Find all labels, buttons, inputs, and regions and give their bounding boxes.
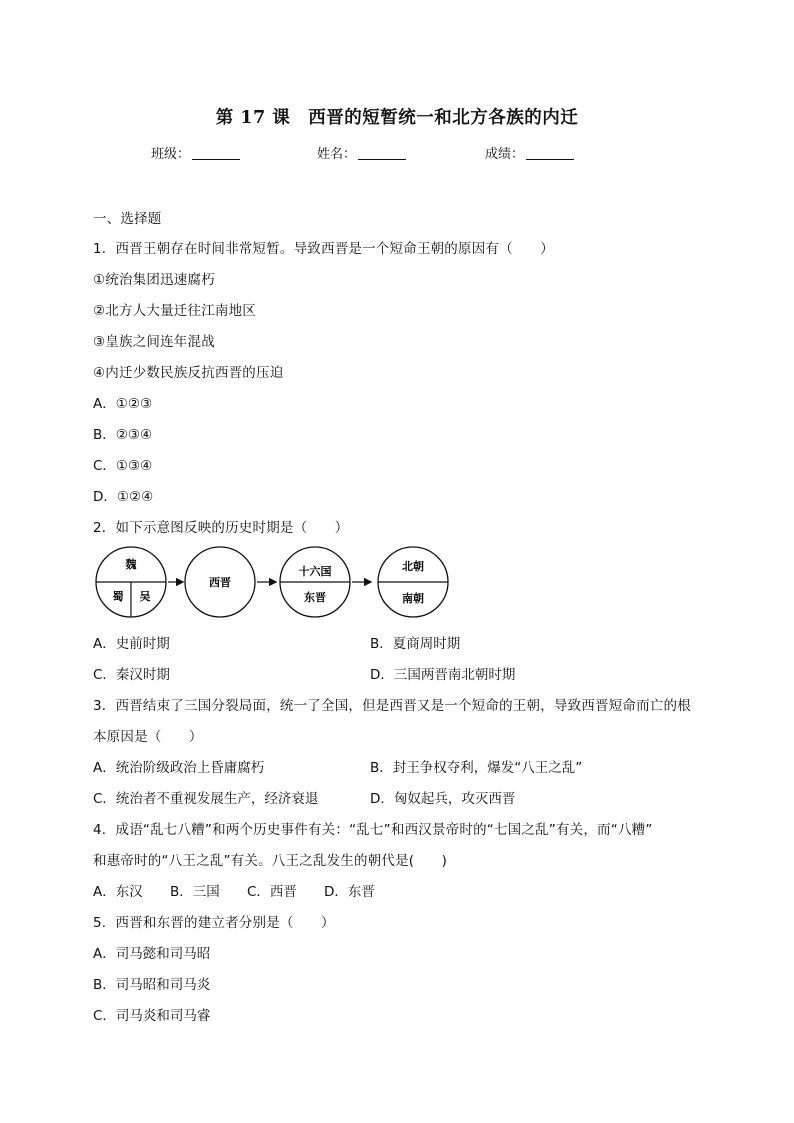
label-southern-dynasties: 南朝 (402, 592, 424, 605)
class-blank[interactable] (192, 147, 240, 160)
q2-option-a[interactable]: A．史前时期 (93, 636, 170, 652)
q2-option-d[interactable]: D．三国两晋南北朝时期 (370, 667, 516, 683)
section-heading: 一、选择题 (93, 211, 162, 227)
circle-western-jin (185, 547, 255, 617)
q5-option-c[interactable]: C．司马炎和司马睿 (93, 1008, 211, 1024)
circle-three-kingdoms (96, 547, 166, 617)
q3-option-b[interactable]: B．封王争权夺利，爆发“八王之乱” (370, 760, 583, 776)
name-blank[interactable] (358, 147, 406, 160)
q1-item-1: ①统治集团迅速腐朽 (93, 272, 215, 288)
label-wu: 吴 (139, 590, 151, 603)
q5-option-b[interactable]: B．司马昭和司马炎 (93, 977, 211, 993)
q4-option-c[interactable]: C．西晋 (247, 884, 297, 900)
q1-item-2: ②北方人大量迁往江南地区 (93, 303, 257, 319)
circle-north-south (378, 547, 448, 617)
q1-stem: 1．西晋王朝存在时间非常短暂。导致西晋是一个短命王朝的原因有（ ） (93, 241, 554, 257)
q1-option-c[interactable]: C．①③④ (93, 458, 153, 474)
q1-item-4: ④内迁少数民族反抗西晋的压迫 (93, 365, 284, 381)
q3-option-c[interactable]: C．统治者不重视发展生产，经济衰退 (93, 791, 319, 807)
label-western-jin: 西晋 (209, 576, 231, 589)
q4-option-d[interactable]: D．东晋 (324, 884, 375, 900)
q2-stem: 2．如下示意图反映的历史时期是（ ） (93, 520, 349, 536)
score-blank[interactable] (526, 147, 574, 160)
label-shu: 蜀 (112, 590, 124, 603)
history-diagram (93, 546, 455, 618)
label-northern-dynasties: 北朝 (402, 560, 424, 573)
q5-option-a[interactable]: A．司马懿和司马昭 (93, 946, 211, 962)
q4-stem-line1: 4．成语“乱七八糟”和两个历史事件有关：“乱七”和西汉景帝时的“七国之乱”有关，而“八糟” (93, 822, 653, 838)
q3-option-a[interactable]: A．统治阶级政治上昏庸腐朽 (93, 760, 265, 776)
q4-option-a[interactable]: A．东汉 (93, 884, 143, 900)
circle-sixteen-kingdoms (280, 547, 350, 617)
q1-option-b[interactable]: B．②③④ (93, 427, 153, 443)
q1-option-d[interactable]: D．①②④ (93, 489, 154, 505)
class-field: 班级： (151, 143, 240, 162)
q5-stem: 5．西晋和东晋的建立者分别是（ ） (93, 915, 335, 931)
page-title: 第 17 课 西晋的短暂统一和北方各族的内迁 (215, 108, 579, 128)
name-field: 姓名： (317, 143, 406, 162)
q3-stem-line1: 3．西晋结束了三国分裂局面，统一了全国，但是西晋又是一个短命的王朝，导致西晋短命而亡的根 (93, 698, 691, 714)
q4-option-b[interactable]: B．三国 (170, 884, 220, 900)
q4-stem-line2: 和惠帝时的“八王之乱”有关。八王之乱发生的朝代是( ) (93, 853, 448, 869)
q3-option-d[interactable]: D．匈奴起兵，攻灭西晋 (370, 791, 516, 807)
q2-option-b[interactable]: B．夏商周时期 (370, 636, 461, 652)
q1-option-a[interactable]: A．①②③ (93, 396, 153, 412)
score-field: 成绩： (485, 143, 574, 162)
q1-item-3: ③皇族之间连年混战 (93, 334, 215, 350)
q2-option-c[interactable]: C．秦汉时期 (93, 667, 170, 683)
q3-stem-line2: 本原因是（ ） (93, 729, 203, 745)
label-wei: 魏 (125, 558, 137, 571)
label-sixteen-kingdoms: 十六国 (298, 565, 332, 578)
label-eastern-jin: 东晋 (304, 591, 326, 604)
